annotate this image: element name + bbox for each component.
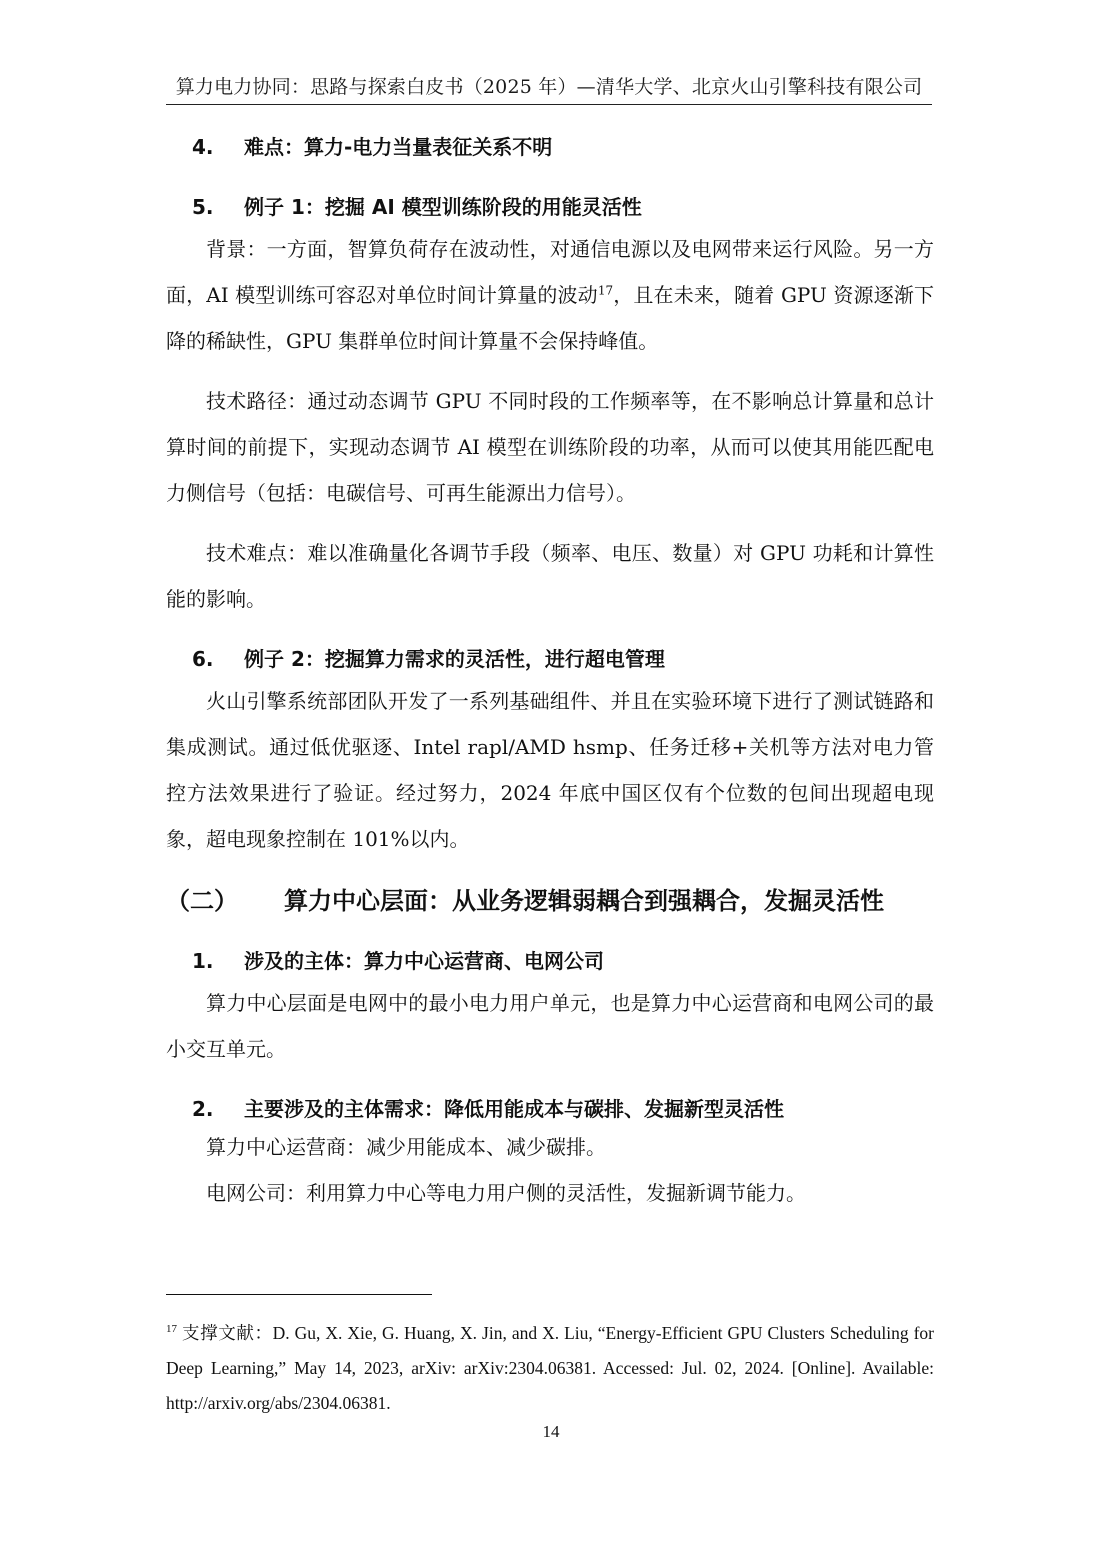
paragraph-volcano-engine: 火山引擎系统部团队开发了一系列基础组件、并且在实验环境下进行了测试链路和集成测试。通过低优驱逐、Intel rapl/AMD hsmp、任务迁移+关机等方法对电力管控方法效果进行了验证。经过努力，2024 年底中国区仅有个位数的包间出现超电现象，超电现象控制在 101%以内。 [166,689,934,851]
footnote [166,1316,934,1421]
paragraph-operator-needs: 算力中心运营商：减少用能成本、减少碳排。 [206,1135,606,1159]
paragraph-grid-needs: 电网公司：利用算力中心等电力用户侧的灵活性，发掘新调节能力。 [206,1181,806,1205]
heading-number: 6. [192,647,214,671]
heading-text: 例子 2：挖掘算力需求的灵活性，进行超电管理 [244,647,665,671]
heading-difficulty [166,132,934,162]
heading-number: 4. [192,135,214,159]
header-rule [166,104,932,105]
heading-text: 涉及的主体：算力中心运营商、电网公司 [244,949,604,973]
paragraph-center-level: 算力中心层面是电网中的最小电力用户单元，也是算力中心运营商和电网公司的最小交互单元。 [166,991,934,1061]
heading-text: 主要涉及的主体需求：降低用能成本与碳排、发掘新型灵活性 [244,1097,784,1121]
heading-number: 2. [192,1097,214,1121]
footnote-reference[interactable]: 17 [597,283,614,298]
paragraph-text: 背景：一方面，智算负荷存在波动性，对通信电源以及电网带来运行风险。另一方面，AI 模型训练可容忍对单位时间计算量的波动 [166,237,934,307]
heading-number: 1. [192,949,214,973]
running-header: 算力电力协同：思路与探索白皮书（2025 年）—清华大学、北京火山引擎科技有限公司 [175,76,923,98]
footnote-rule [166,1294,432,1295]
heading-number: 5. [192,195,214,219]
heading-example-2 [166,644,934,674]
heading-text: 例子 1：挖掘 AI 模型训练阶段的用能灵活性 [244,195,642,219]
footnote-mark: 17 [166,1323,177,1336]
paragraph-technical-path: 技术路径：通过动态调节 GPU 不同时段的工作频率等，在不影响总计算量和总计算时间的前提下，实现动态调节 AI 模型在训练阶段的功率，从而可以使其用能匹配电力侧信号（包括：电碳信号、可再生能源出力信号）。 [166,389,934,505]
heading-subject-needs [166,1094,934,1124]
heading-number: （二） [166,887,238,915]
heading-example-1 [166,192,934,222]
page-number: 14 [542,1422,560,1441]
paragraph-technical-difficulty: 技术难点：难以准确量化各调节手段（频率、电压、数量）对 GPU 功耗和计算性能的影响。 [166,541,934,611]
heading-part-two [166,884,934,918]
paragraph-text: ，且在未来，随着 GPU 资源逐渐下降的稀缺性，GPU 集群单位时间计算量不会保持峰值。 [166,283,934,353]
heading-subjects [166,946,934,976]
heading-text: 算力中心层面：从业务逻辑弱耦合到强耦合，发掘灵活性 [284,887,884,915]
heading-text: 难点：算力-电力当量表征关系不明 [244,135,553,159]
footnote-text: 支撑文献：D. Gu, X. Xie, G. Huang, X. Jin, and X. Liu, “Energy-Efficient GPU Clusters Scheduling for Deep Learning,” May 14, 2023, arXiv: arXiv:2304.06381. Accessed: Jul. 02, 2024. [Online]. Available: http://arxiv.org/abs/2304.06381. [166,1323,934,1413]
page-body [166,126,934,1216]
paragraph-background [166,226,934,364]
